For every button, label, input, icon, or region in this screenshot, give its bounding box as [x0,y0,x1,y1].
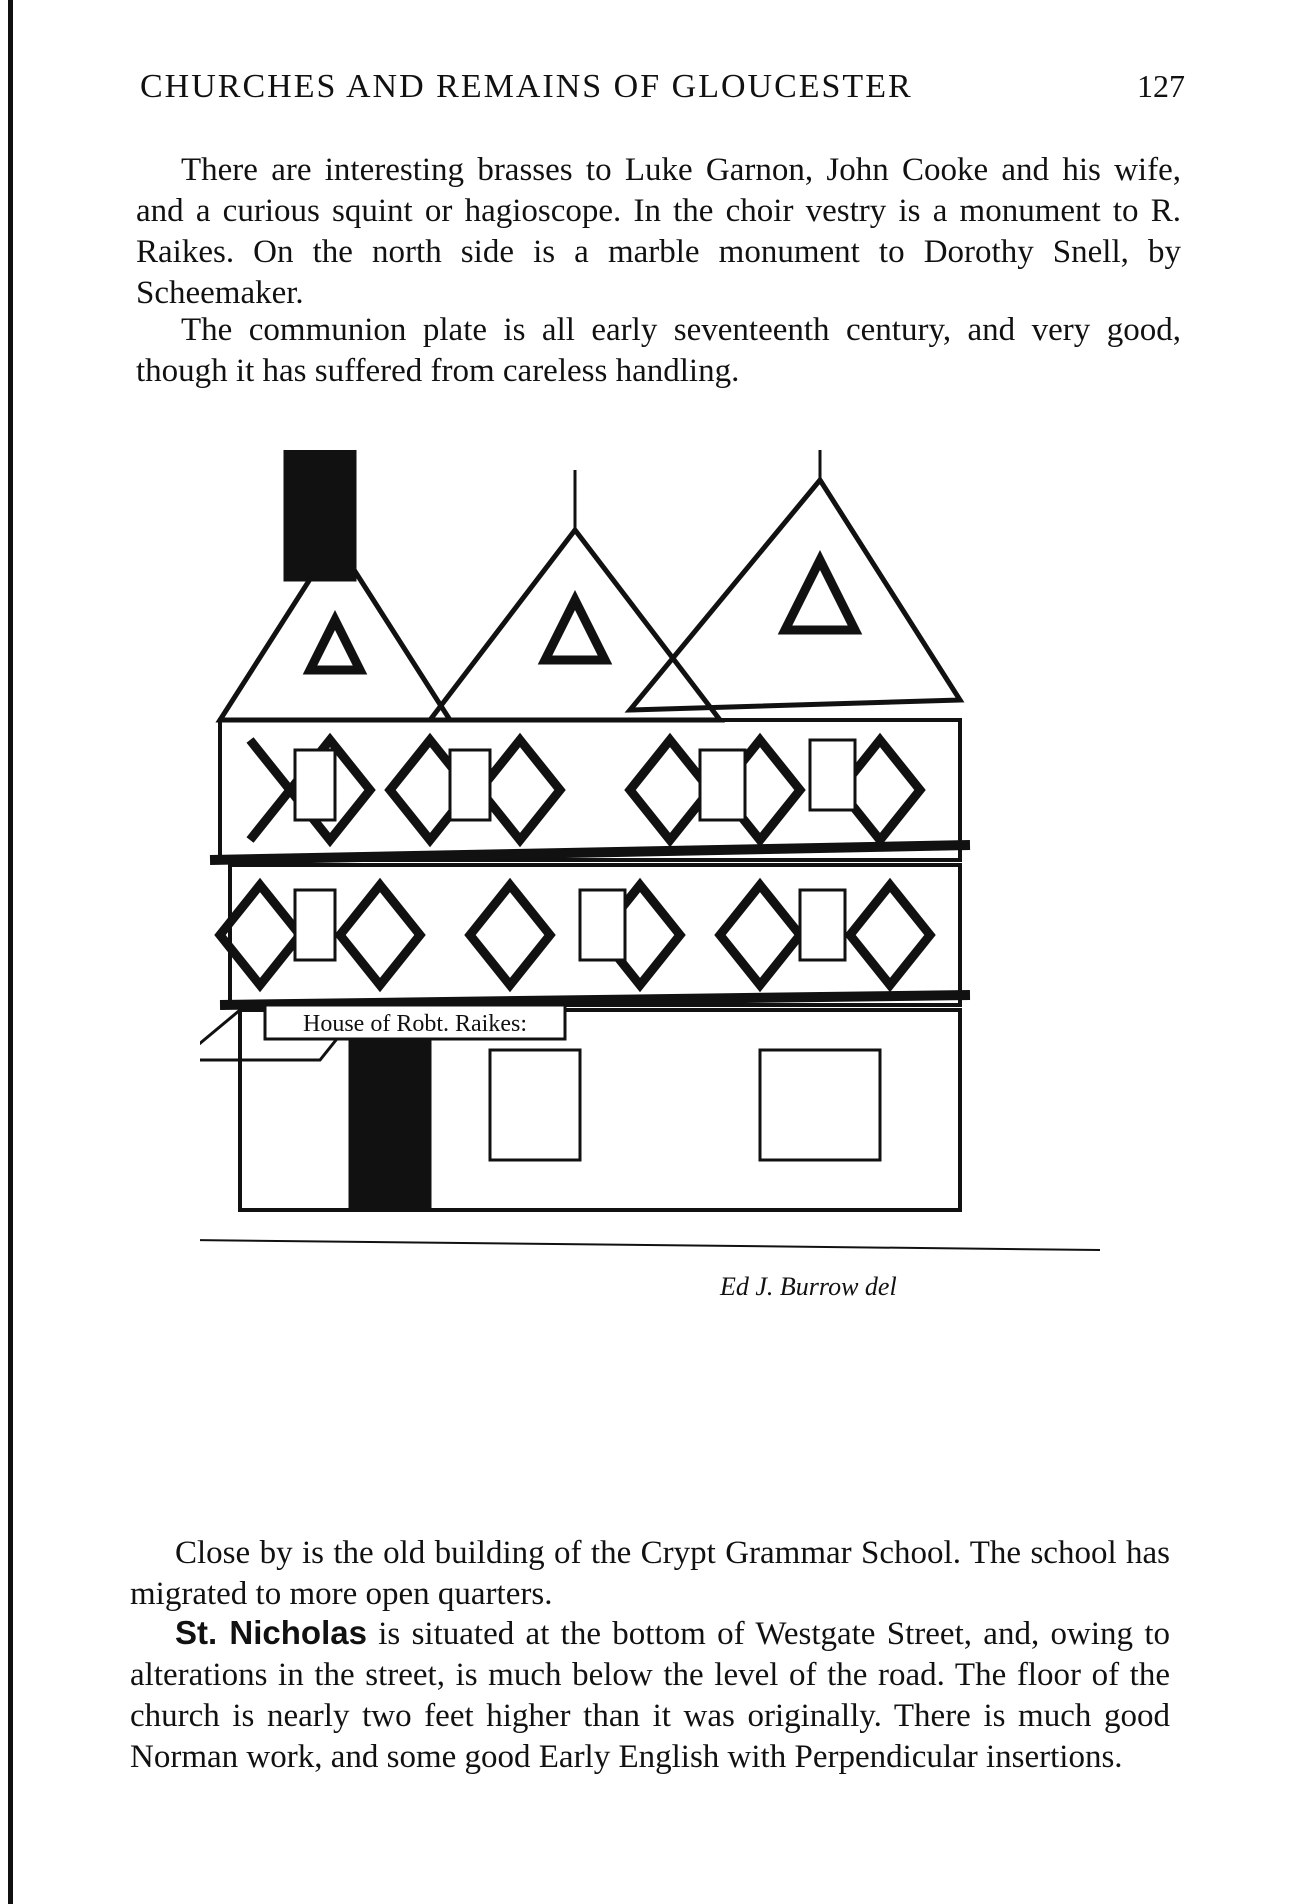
illustration-raikes-house [200,450,1100,1450]
doorway [350,1023,430,1211]
paragraph-brasses: There are interesting brasses to Luke Garnon, John Cooke and his wife, and a curious squint or hagioscope. In the choir vestry is a monument to R. Raikes. On the north side is a marble monument to Dorothy Snell, by Scheemaker. [136,152,1181,311]
page-header [140,68,1185,118]
st-nicholas-heading: St. Nicholas [175,1614,367,1651]
paragraph-communion-plate: The communion plate is all early seventeenth century, and very good, though it has suffered from careless handling. [136,312,1181,389]
page-edge-rule [8,0,13,1904]
gable-middle [430,530,720,720]
running-head: CHURCHES AND REMAINS OF GLOUCESTER [140,68,913,105]
st-nicholas-text: is situated at the bottom of Westgate Street, and, owing to alterations in the street, is much below the level of the road. The floor of the church is nearly two feet higher than it was originally. There is much good Norman work, and some good Early English with Perpendicular insertions. [130,1616,1170,1775]
gable-right [630,480,960,710]
page-number: 127 [1137,68,1185,104]
artist-signature: Ed J. Burrow del [720,1272,897,1301]
sign-text: House of Robt. Raikes: [303,1011,527,1037]
house-drawing [200,450,1100,1450]
street-line [200,1240,1100,1250]
paragraph-crypt-school: Close by is the old building of the Crypt Grammar School. The school has migrated to more open quarters. [130,1535,1170,1612]
paragraph-st-nicholas [130,1612,1170,1778]
jetty-beam-upper [210,845,970,860]
